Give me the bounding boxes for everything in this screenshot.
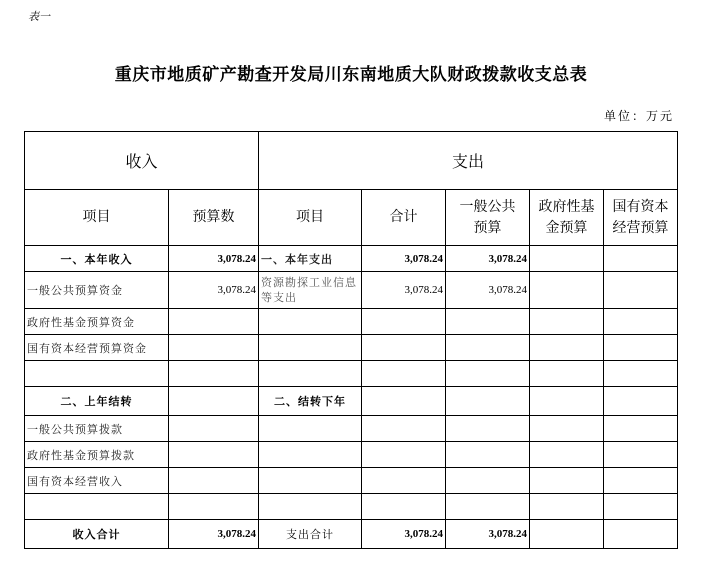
table-row-total	[25, 520, 678, 549]
empty-cell	[25, 361, 169, 387]
unit-label: 单位：万元	[603, 109, 674, 123]
income-item: 政府性基金预算资金	[25, 309, 169, 335]
expense-general	[446, 309, 530, 335]
expense-soe	[604, 246, 678, 272]
expense-gov-fund	[530, 309, 604, 335]
empty-cell	[530, 494, 604, 520]
income-item: 一般公共预算拨款	[25, 416, 169, 442]
col-header-soe	[604, 190, 678, 246]
table-row	[25, 272, 678, 309]
expense-item	[259, 309, 362, 335]
expense-total: 3,078.24	[362, 246, 446, 272]
expense-soe	[604, 309, 678, 335]
expense-general	[446, 387, 530, 416]
empty-cell	[446, 494, 530, 520]
col-header-gov-fund-line1: 政府性基	[538, 198, 595, 215]
expense-soe	[604, 387, 678, 416]
income-item: 一般公共预算资金	[25, 272, 169, 309]
empty-cell	[446, 361, 530, 387]
col-header-income-item: 项目	[25, 190, 169, 246]
empty-cell	[169, 494, 259, 520]
table-row	[25, 246, 678, 272]
expense-gov-fund	[530, 246, 604, 272]
col-header-gov-fund	[530, 190, 604, 246]
table-number-tag: 表一	[28, 10, 50, 23]
header-row-secondary	[25, 190, 678, 246]
expense-header: 支出	[259, 132, 678, 190]
table-row-empty	[25, 494, 678, 520]
income-header: 收入	[25, 132, 259, 190]
income-amount: 3,078.24	[169, 272, 259, 309]
expense-item	[259, 335, 362, 361]
expense-item: 资源勘探工业信息等支出	[259, 272, 362, 309]
empty-cell	[25, 494, 169, 520]
empty-cell	[169, 361, 259, 387]
col-header-general-budget	[446, 190, 530, 246]
budget-summary-table	[24, 131, 678, 549]
expense-soe	[604, 335, 678, 361]
expense-item	[259, 442, 362, 468]
empty-cell	[362, 494, 446, 520]
table-row	[25, 309, 678, 335]
expense-gov-fund	[530, 520, 604, 549]
expense-soe	[604, 416, 678, 442]
col-header-general-line2: 预算	[473, 219, 502, 236]
table-row	[25, 468, 678, 494]
empty-cell	[604, 361, 678, 387]
income-amount	[169, 387, 259, 416]
expense-total	[362, 442, 446, 468]
expense-gov-fund	[530, 335, 604, 361]
expense-general	[446, 468, 530, 494]
expense-total	[362, 416, 446, 442]
income-item: 一、本年收入	[25, 246, 169, 272]
expense-general	[446, 442, 530, 468]
expense-total-label: 支出合计	[259, 520, 362, 549]
expense-item	[259, 416, 362, 442]
table-row	[25, 335, 678, 361]
income-item: 二、上年结转	[25, 387, 169, 416]
table-row-empty	[25, 361, 678, 387]
col-header-gov-fund-line2: 金预算	[545, 219, 588, 236]
empty-cell	[530, 361, 604, 387]
expense-general: 3,078.24	[446, 246, 530, 272]
expense-total	[362, 468, 446, 494]
income-amount	[169, 442, 259, 468]
expense-soe	[604, 272, 678, 309]
expense-gov-fund	[530, 387, 604, 416]
income-amount	[169, 309, 259, 335]
expense-general	[446, 416, 530, 442]
expense-gov-fund	[530, 468, 604, 494]
header-row-primary	[25, 132, 678, 190]
income-total-label: 收入合计	[25, 520, 169, 549]
table-row	[25, 416, 678, 442]
col-header-general-line1: 一般公共	[459, 198, 516, 215]
expense-total: 3,078.24	[362, 272, 446, 309]
income-total-amount: 3,078.24	[169, 520, 259, 549]
expense-total	[362, 387, 446, 416]
income-item: 政府性基金预算拨款	[25, 442, 169, 468]
expense-item	[259, 468, 362, 494]
table-row	[25, 387, 678, 416]
income-amount	[169, 416, 259, 442]
income-amount	[169, 468, 259, 494]
empty-cell	[259, 494, 362, 520]
income-item: 国有资本经营收入	[25, 468, 169, 494]
income-item: 国有资本经营预算资金	[25, 335, 169, 361]
col-header-soe-line1: 国有资本	[612, 198, 669, 215]
empty-cell	[362, 361, 446, 387]
expense-soe	[604, 468, 678, 494]
income-amount: 3,078.24	[169, 246, 259, 272]
col-header-expense-item: 项目	[259, 190, 362, 246]
expense-general	[446, 335, 530, 361]
col-header-total: 合计	[362, 190, 446, 246]
expense-general: 3,078.24	[446, 272, 530, 309]
col-header-budget: 预算数	[169, 190, 259, 246]
empty-cell	[259, 361, 362, 387]
expense-gov-fund	[530, 442, 604, 468]
expense-gov-fund	[530, 272, 604, 309]
page-title: 重庆市地质矿产勘查开发局川东南地质大队财政拨款收支总表	[114, 65, 588, 85]
empty-cell	[604, 494, 678, 520]
income-amount	[169, 335, 259, 361]
expense-soe	[604, 442, 678, 468]
col-header-soe-line2: 经营预算	[612, 219, 669, 236]
expense-total	[362, 335, 446, 361]
table-row	[25, 442, 678, 468]
expense-item: 一、本年支出	[259, 246, 362, 272]
expense-soe	[604, 520, 678, 549]
expense-grand-total: 3,078.24	[362, 520, 446, 549]
expense-total	[362, 309, 446, 335]
expense-item: 二、结转下年	[259, 387, 362, 416]
expense-gov-fund	[530, 416, 604, 442]
expense-general-total: 3,078.24	[446, 520, 530, 549]
